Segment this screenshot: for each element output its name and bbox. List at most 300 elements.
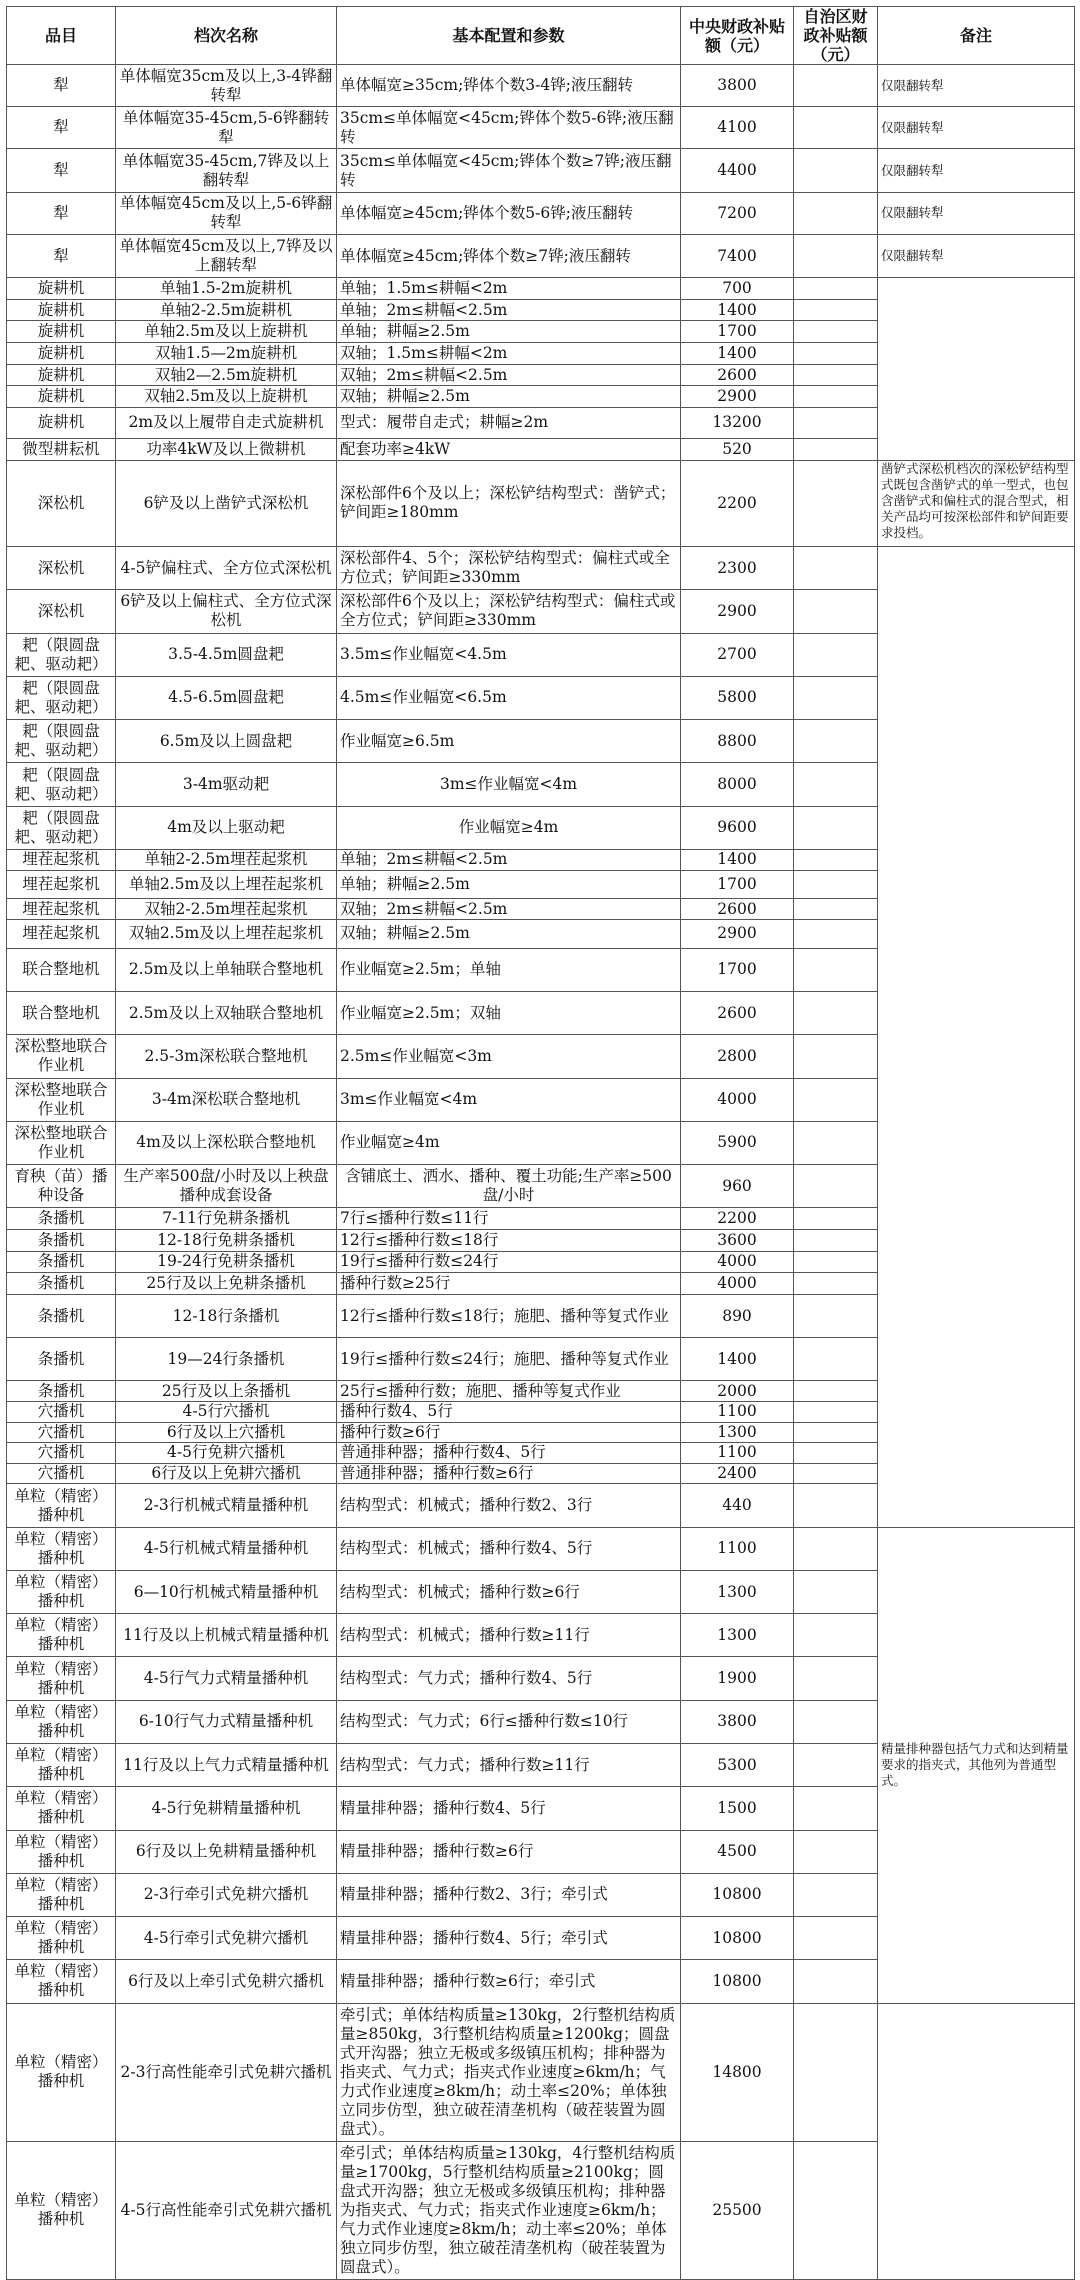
- central-subsidy-cell: 1400: [681, 299, 794, 321]
- regional-subsidy-cell: [794, 676, 878, 719]
- spec-cell: 19行≤播种行数≤24行；施肥、播种等复式作业: [337, 1338, 681, 1381]
- spec-cell: 单轴；1.5m≤耕幅<2m: [337, 278, 681, 300]
- category-cell: 单粒（精密）播种机: [7, 1873, 116, 1916]
- name-cell: 单体幅宽35cm及以上,3-4铧翻转犁: [116, 65, 337, 107]
- spec-cell: 精量排种器；播种行数≥6行: [337, 1830, 681, 1873]
- regional-subsidy-cell: [794, 547, 878, 590]
- note-cell: [878, 234, 1075, 277]
- spec-cell: 单轴；耕幅≥2.5m: [337, 870, 681, 899]
- regional-subsidy-cell: [794, 65, 878, 107]
- regional-subsidy-cell: [794, 1873, 878, 1916]
- central-subsidy-cell: 3600: [681, 1230, 794, 1252]
- spec-cell: 双轴；耕幅≥2.5m: [337, 919, 681, 948]
- category-cell: 深松整地联合作业机: [7, 1078, 116, 1121]
- central-subsidy-cell: 5800: [681, 676, 794, 719]
- category-cell: 深松机: [7, 590, 116, 633]
- category-cell: 耙（限圆盘耙、驱动耙）: [7, 633, 116, 676]
- regional-subsidy-cell: [794, 633, 878, 676]
- category-cell: 条播机: [7, 1338, 116, 1381]
- header-name: 档次名称: [116, 7, 337, 65]
- central-subsidy-cell: 1700: [681, 948, 794, 991]
- central-subsidy-cell: 4000: [681, 1273, 794, 1295]
- spec-cell: 单体幅宽≥45cm;铧体个数5-6铧;液压翻转: [337, 192, 681, 234]
- spec-cell: 双轴；2m≤耕幅<2.5m: [337, 364, 681, 386]
- regional-subsidy-cell: [794, 870, 878, 899]
- central-subsidy-cell: 2300: [681, 547, 794, 590]
- name-cell: 6铲及以上偏柱式、全方位式深松机: [116, 590, 337, 633]
- central-subsidy-cell: 2000: [681, 1381, 794, 1402]
- regional-subsidy-cell: [794, 1443, 878, 1464]
- regional-subsidy-cell: [794, 1787, 878, 1830]
- name-cell: 6行及以上牵引式免耕穴播机: [116, 1960, 337, 2003]
- spec-cell: 35cm≤单体幅宽<45cm;铧体个数5-6铧;液压翻转: [337, 107, 681, 149]
- central-subsidy-cell: 14800: [681, 2003, 794, 2141]
- regional-subsidy-cell: [794, 1251, 878, 1273]
- category-cell: 旋耕机: [7, 386, 116, 408]
- note-cell: [878, 2003, 1075, 2279]
- name-cell: 4-5行穴播机: [116, 1402, 337, 1423]
- category-cell: 联合整地机: [7, 948, 116, 991]
- category-cell: 穴播机: [7, 1463, 116, 1484]
- note-text: 仅限翻转犁: [881, 162, 944, 178]
- name-cell: 25行及以上免耕条播机: [116, 1273, 337, 1295]
- note-text: 凿铲式深松机档次的深松铲结构型式既包含凿铲式的单一型式，也包含凿铲式和偏柱式的混合型式，相关产品均可按深松部件和铲间距要求投档。: [881, 460, 1069, 540]
- category-cell: 单粒（精密）播种机: [7, 1484, 116, 1527]
- note-cell: [878, 547, 1075, 1528]
- category-cell: 埋茬起浆机: [7, 849, 116, 870]
- note-cell: [878, 460, 1075, 547]
- central-subsidy-cell: 1300: [681, 1422, 794, 1443]
- spec-cell: 双轴；耕幅≥2.5m: [337, 386, 681, 408]
- name-cell: 11行及以上气力式精量播种机: [116, 1743, 337, 1786]
- regional-subsidy-cell: [794, 2141, 878, 2279]
- category-cell: 埋茬起浆机: [7, 899, 116, 920]
- regional-subsidy-cell: [794, 278, 878, 300]
- name-cell: 4.5-6.5m圆盘耙: [116, 676, 337, 719]
- regional-subsidy-cell: [794, 460, 878, 547]
- table-row: [7, 107, 1075, 149]
- central-subsidy-cell: 2400: [681, 1463, 794, 1484]
- spec-cell: 12行≤播种行数≤18行: [337, 1230, 681, 1252]
- regional-subsidy-cell: [794, 1230, 878, 1252]
- central-subsidy-cell: 1400: [681, 849, 794, 870]
- regional-subsidy-cell: [794, 321, 878, 343]
- regional-subsidy-cell: [794, 1527, 878, 1570]
- header-note: 备注: [878, 7, 1075, 65]
- spec-cell: 精量排种器；播种行数4、5行；牵引式: [337, 1917, 681, 1960]
- central-subsidy-cell: 2900: [681, 919, 794, 948]
- regional-subsidy-cell: [794, 1917, 878, 1960]
- name-cell: 6行及以上免耕精量播种机: [116, 1830, 337, 1873]
- central-subsidy-cell: 440: [681, 1484, 794, 1527]
- category-cell: 单粒（精密）播种机: [7, 1743, 116, 1786]
- category-cell: 微型耕耘机: [7, 438, 116, 460]
- category-cell: 旋耕机: [7, 321, 116, 343]
- category-cell: 深松整地联合作业机: [7, 1121, 116, 1164]
- name-cell: 11行及以上机械式精量播种机: [116, 1614, 337, 1657]
- subsidy-table: [6, 6, 1075, 2280]
- central-subsidy-cell: 7400: [681, 234, 794, 277]
- regional-subsidy-cell: [794, 1484, 878, 1527]
- regional-subsidy-cell: [794, 386, 878, 408]
- central-subsidy-cell: 4100: [681, 107, 794, 149]
- central-subsidy-cell: 1500: [681, 1787, 794, 1830]
- name-cell: 4-5行免耕穴播机: [116, 1443, 337, 1464]
- category-cell: 犁: [7, 107, 116, 149]
- note-cell: [878, 1527, 1075, 2003]
- central-subsidy-cell: 2900: [681, 590, 794, 633]
- name-cell: 生产率500盘/小时及以上秧盘播种成套设备: [116, 1165, 337, 1208]
- table-row: [7, 234, 1075, 277]
- regional-subsidy-cell: [794, 343, 878, 365]
- note-text: 仅限翻转犁: [881, 248, 944, 264]
- category-cell: 条播机: [7, 1381, 116, 1402]
- regional-subsidy-cell: [794, 1960, 878, 2003]
- spec-cell: 单体幅宽≥45cm;铧体个数≥7铧;液压翻转: [337, 234, 681, 277]
- regional-subsidy-cell: [794, 1121, 878, 1164]
- regional-subsidy-cell: [794, 1165, 878, 1208]
- central-subsidy-cell: 5900: [681, 1121, 794, 1164]
- name-cell: 4-5行牵引式免耕穴播机: [116, 1917, 337, 1960]
- category-cell: 深松机: [7, 460, 116, 547]
- name-cell: 2.5m及以上双轴联合整地机: [116, 992, 337, 1035]
- name-cell: 6.5m及以上圆盘耙: [116, 720, 337, 763]
- spec-cell: 深松部件4、5个；深松铲结构型式：偏柱式或全方位式；铲间距≥330mm: [337, 547, 681, 590]
- category-cell: 耙（限圆盘耙、驱动耙）: [7, 763, 116, 806]
- central-subsidy-cell: 4000: [681, 1078, 794, 1121]
- name-cell: 单体幅宽45cm及以上,7铧及以上翻转犁: [116, 234, 337, 277]
- name-cell: 12-18行免耕条播机: [116, 1230, 337, 1252]
- central-subsidy-cell: 4400: [681, 149, 794, 192]
- spec-cell: 作业幅宽≥2.5m；单轴: [337, 948, 681, 991]
- spec-cell: 精量排种器；播种行数4、5行: [337, 1787, 681, 1830]
- central-subsidy-cell: 1300: [681, 1570, 794, 1613]
- note-text: 仅限翻转犁: [881, 205, 944, 221]
- category-cell: 耙（限圆盘耙、驱动耙）: [7, 720, 116, 763]
- regional-subsidy-cell: [794, 299, 878, 321]
- central-subsidy-cell: 25500: [681, 2141, 794, 2279]
- spec-cell: 结构型式：机械式；播种行数4、5行: [337, 1527, 681, 1570]
- name-cell: 单体幅宽45cm及以上,5-6铧翻转犁: [116, 192, 337, 234]
- note-text: 仅限翻转犁: [881, 119, 944, 135]
- central-subsidy-cell: 2600: [681, 992, 794, 1035]
- central-subsidy-cell: 10800: [681, 1960, 794, 2003]
- category-cell: 犁: [7, 149, 116, 192]
- central-subsidy-cell: 10800: [681, 1917, 794, 1960]
- central-subsidy-cell: 1300: [681, 1614, 794, 1657]
- name-cell: 单轴2-2.5m旋耕机: [116, 299, 337, 321]
- name-cell: 单轴1.5-2m旋耕机: [116, 278, 337, 300]
- regional-subsidy-cell: [794, 1422, 878, 1443]
- regional-subsidy-cell: [794, 1294, 878, 1337]
- category-cell: 旋耕机: [7, 364, 116, 386]
- spec-cell: 牵引式；单体结构质量≥130kg，2行整机结构质量≥850kg，3行整机结构质量≥1200kg；圆盘式开沟器；独立无极或多级镇压机构；排种器为指夹式、气力式；指夹式作业速度≥6km/h；气力式作业速度≥8km/h；动土率≤20%；单体独立同步仿型，独立破茬清垄机构（破茬装置为圆盘式）。: [337, 2003, 681, 2141]
- table-body: [7, 65, 1075, 2280]
- category-cell: 犁: [7, 234, 116, 277]
- regional-subsidy-cell: [794, 948, 878, 991]
- spec-cell: 4.5m≤作业幅宽<6.5m: [337, 676, 681, 719]
- spec-cell: 结构型式：气力式；播种行数4、5行: [337, 1657, 681, 1700]
- spec-cell: 作业幅宽≥6.5m: [337, 720, 681, 763]
- central-subsidy-cell: 4000: [681, 1251, 794, 1273]
- name-cell: 3.5-4.5m圆盘耙: [116, 633, 337, 676]
- header-regional-subsidy: 自治区财政补贴额（元）: [794, 7, 878, 65]
- regional-subsidy-cell: [794, 2003, 878, 2141]
- central-subsidy-cell: 1400: [681, 343, 794, 365]
- central-subsidy-cell: 9600: [681, 806, 794, 849]
- central-subsidy-cell: 1100: [681, 1527, 794, 1570]
- central-subsidy-cell: 1100: [681, 1443, 794, 1464]
- spec-cell: 结构型式：气力式；播种行数≥11行: [337, 1743, 681, 1786]
- central-subsidy-cell: 10800: [681, 1873, 794, 1916]
- central-subsidy-cell: 8800: [681, 720, 794, 763]
- name-cell: 6—10行机械式精量播种机: [116, 1570, 337, 1613]
- header-category: 品目: [7, 7, 116, 65]
- category-cell: 穴播机: [7, 1402, 116, 1423]
- regional-subsidy-cell: [794, 107, 878, 149]
- category-cell: 单粒（精密）播种机: [7, 2141, 116, 2279]
- spec-cell: 3m≤作业幅宽<4m: [337, 1078, 681, 1121]
- regional-subsidy-cell: [794, 1463, 878, 1484]
- table-row: [7, 192, 1075, 234]
- regional-subsidy-cell: [794, 234, 878, 277]
- spec-cell: 3m≤作业幅宽<4m: [337, 763, 681, 806]
- regional-subsidy-cell: [794, 1402, 878, 1423]
- central-subsidy-cell: 520: [681, 438, 794, 460]
- category-cell: 单粒（精密）播种机: [7, 1527, 116, 1570]
- regional-subsidy-cell: [794, 407, 878, 438]
- spec-cell: 双轴；1.5m≤耕幅<2m: [337, 343, 681, 365]
- central-subsidy-cell: 1700: [681, 321, 794, 343]
- category-cell: 埋茬起浆机: [7, 919, 116, 948]
- regional-subsidy-cell: [794, 192, 878, 234]
- regional-subsidy-cell: [794, 438, 878, 460]
- name-cell: 6行及以上免耕穴播机: [116, 1463, 337, 1484]
- central-subsidy-cell: 2200: [681, 460, 794, 547]
- regional-subsidy-cell: [794, 720, 878, 763]
- spec-cell: 结构型式：机械式；播种行数≥6行: [337, 1570, 681, 1613]
- table-row: [7, 149, 1075, 192]
- name-cell: 4m及以上深松联合整地机: [116, 1121, 337, 1164]
- spec-cell: 普通排种器；播种行数≥6行: [337, 1463, 681, 1484]
- central-subsidy-cell: 1400: [681, 1338, 794, 1381]
- name-cell: 单轴2.5m及以上旋耕机: [116, 321, 337, 343]
- table-row: [7, 1527, 1075, 1570]
- regional-subsidy-cell: [794, 1700, 878, 1743]
- spec-cell: 作业幅宽≥4m: [337, 806, 681, 849]
- regional-subsidy-cell: [794, 1208, 878, 1230]
- name-cell: 双轴2-2.5m埋茬起浆机: [116, 899, 337, 920]
- central-subsidy-cell: 700: [681, 278, 794, 300]
- name-cell: 2.5-3m深松联合整地机: [116, 1035, 337, 1078]
- regional-subsidy-cell: [794, 149, 878, 192]
- category-cell: 旋耕机: [7, 343, 116, 365]
- category-cell: 旋耕机: [7, 407, 116, 438]
- category-cell: 单粒（精密）播种机: [7, 1830, 116, 1873]
- spec-cell: 2.5m≤作业幅宽<3m: [337, 1035, 681, 1078]
- category-cell: 穴播机: [7, 1443, 116, 1464]
- category-cell: 条播机: [7, 1294, 116, 1337]
- table-row: [7, 2003, 1075, 2141]
- category-cell: 条播机: [7, 1230, 116, 1252]
- spec-cell: 12行≤播种行数≤18行；施肥、播种等复式作业: [337, 1294, 681, 1337]
- spec-cell: 单轴；2m≤耕幅<2.5m: [337, 849, 681, 870]
- central-subsidy-cell: 890: [681, 1294, 794, 1337]
- note-cell: [878, 192, 1075, 234]
- regional-subsidy-cell: [794, 1273, 878, 1295]
- regional-subsidy-cell: [794, 849, 878, 870]
- name-cell: 4-5行气力式精量播种机: [116, 1657, 337, 1700]
- spec-cell: 播种行数≥6行: [337, 1422, 681, 1443]
- regional-subsidy-cell: [794, 1743, 878, 1786]
- central-subsidy-cell: 2200: [681, 1208, 794, 1230]
- name-cell: 7-11行免耕条播机: [116, 1208, 337, 1230]
- name-cell: 单体幅宽35-45cm,5-6铧翻转犁: [116, 107, 337, 149]
- regional-subsidy-cell: [794, 1035, 878, 1078]
- spec-cell: 结构型式：气力式；6行≤播种行数≤10行: [337, 1700, 681, 1743]
- central-subsidy-cell: 1100: [681, 1402, 794, 1423]
- spec-cell: 结构型式：机械式；播种行数2、3行: [337, 1484, 681, 1527]
- regional-subsidy-cell: [794, 992, 878, 1035]
- note-cell: [878, 149, 1075, 192]
- note-text: 仅限翻转犁: [881, 77, 944, 93]
- category-cell: 深松机: [7, 547, 116, 590]
- name-cell: 双轴2.5m及以上埋茬起浆机: [116, 919, 337, 948]
- spec-cell: 作业幅宽≥4m: [337, 1121, 681, 1164]
- spec-cell: 深松部件6个及以上；深松铲结构型式：凿铲式；铲间距≥180mm: [337, 460, 681, 547]
- category-cell: 单粒（精密）播种机: [7, 1787, 116, 1830]
- category-cell: 单粒（精密）播种机: [7, 1657, 116, 1700]
- spec-cell: 深松部件6个及以上；深松铲结构型式：偏柱式或全方位式；铲间距≥330mm: [337, 590, 681, 633]
- category-cell: 单粒（精密）播种机: [7, 1570, 116, 1613]
- regional-subsidy-cell: [794, 1381, 878, 1402]
- header-row: [7, 7, 1075, 65]
- name-cell: 单体幅宽35-45cm,7铧及以上翻转犁: [116, 149, 337, 192]
- regional-subsidy-cell: [794, 763, 878, 806]
- central-subsidy-cell: 960: [681, 1165, 794, 1208]
- spec-cell: 作业幅宽≥2.5m；双轴: [337, 992, 681, 1035]
- category-cell: 耙（限圆盘耙、驱动耙）: [7, 806, 116, 849]
- name-cell: 双轴2—2.5m旋耕机: [116, 364, 337, 386]
- spec-cell: 双轴；2m≤耕幅<2.5m: [337, 899, 681, 920]
- regional-subsidy-cell: [794, 919, 878, 948]
- category-cell: 深松整地联合作业机: [7, 1035, 116, 1078]
- spec-cell: 含铺底土、洒水、播种、覆土功能;生产率≥500盘/小时: [337, 1165, 681, 1208]
- regional-subsidy-cell: [794, 1614, 878, 1657]
- category-cell: 单粒（精密）播种机: [7, 2003, 116, 2141]
- category-cell: 联合整地机: [7, 992, 116, 1035]
- spec-cell: 25行≤播种行数；施肥、播种等复式作业: [337, 1381, 681, 1402]
- name-cell: 2-3行高性能牵引式免耕穴播机: [116, 2003, 337, 2141]
- regional-subsidy-cell: [794, 364, 878, 386]
- table-row: [7, 460, 1075, 547]
- category-cell: 单粒（精密）播种机: [7, 1960, 116, 2003]
- name-cell: 19-24行免耕条播机: [116, 1251, 337, 1273]
- category-cell: 条播机: [7, 1251, 116, 1273]
- category-cell: 穴播机: [7, 1422, 116, 1443]
- spec-cell: 3.5m≤作业幅宽<4.5m: [337, 633, 681, 676]
- regional-subsidy-cell: [794, 806, 878, 849]
- name-cell: 3-4m深松联合整地机: [116, 1078, 337, 1121]
- central-subsidy-cell: 7200: [681, 192, 794, 234]
- central-subsidy-cell: 1900: [681, 1657, 794, 1700]
- header-spec: 基本配置和参数: [337, 7, 681, 65]
- category-cell: 条播机: [7, 1208, 116, 1230]
- name-cell: 2-3行机械式精量播种机: [116, 1484, 337, 1527]
- central-subsidy-cell: 1700: [681, 870, 794, 899]
- name-cell: 19—24行条播机: [116, 1338, 337, 1381]
- header-central-subsidy: 中央财政补贴额（元）: [681, 7, 794, 65]
- category-cell: 旋耕机: [7, 278, 116, 300]
- category-cell: 犁: [7, 65, 116, 107]
- regional-subsidy-cell: [794, 1078, 878, 1121]
- note-cell: [878, 65, 1075, 107]
- spec-cell: 结构型式：机械式；播种行数≥11行: [337, 1614, 681, 1657]
- spec-cell: 精量排种器；播种行数2、3行；牵引式: [337, 1873, 681, 1916]
- name-cell: 12-18行条播机: [116, 1294, 337, 1337]
- category-cell: 条播机: [7, 1273, 116, 1295]
- name-cell: 单轴2.5m及以上埋茬起浆机: [116, 870, 337, 899]
- category-cell: 犁: [7, 192, 116, 234]
- name-cell: 双轴1.5—2m旋耕机: [116, 343, 337, 365]
- spec-cell: 7行≤播种行数≤11行: [337, 1208, 681, 1230]
- name-cell: 双轴2.5m及以上旋耕机: [116, 386, 337, 408]
- central-subsidy-cell: 2800: [681, 1035, 794, 1078]
- spec-cell: 19行≤播种行数≤24行: [337, 1251, 681, 1273]
- category-cell: 单粒（精密）播种机: [7, 1917, 116, 1960]
- spec-cell: 单轴；耕幅≥2.5m: [337, 321, 681, 343]
- name-cell: 4-5行机械式精量播种机: [116, 1527, 337, 1570]
- name-cell: 6-10行气力式精量播种机: [116, 1700, 337, 1743]
- regional-subsidy-cell: [794, 1570, 878, 1613]
- name-cell: 4-5铲偏柱式、全方位式深松机: [116, 547, 337, 590]
- name-cell: 4m及以上驱动耙: [116, 806, 337, 849]
- table-row: [7, 547, 1075, 590]
- spec-cell: 牵引式；单体结构质量≥130kg，4行整机结构质量≥1700kg，5行整机结构质量≥2100kg；圆盘式开沟器；独立无极或多级镇压机构；排种器为指夹式、气力式；指夹式作业速度≥6km/h；气力式作业速度≥8km/h；动土率≤20%；单体独立同步仿型，独立破茬清垄机构（破茬装置为圆盘式）。: [337, 2141, 681, 2279]
- regional-subsidy-cell: [794, 1338, 878, 1381]
- central-subsidy-cell: 5300: [681, 1743, 794, 1786]
- name-cell: 4-5行免耕精量播种机: [116, 1787, 337, 1830]
- spec-cell: 精量排种器；播种行数≥6行；牵引式: [337, 1960, 681, 2003]
- category-cell: 耙（限圆盘耙、驱动耙）: [7, 676, 116, 719]
- category-cell: 埋茬起浆机: [7, 870, 116, 899]
- name-cell: 25行及以上条播机: [116, 1381, 337, 1402]
- name-cell: 3-4m驱动耙: [116, 763, 337, 806]
- spec-cell: 播种行数4、5行: [337, 1402, 681, 1423]
- category-cell: 旋耕机: [7, 299, 116, 321]
- spec-cell: 普通排种器；播种行数4、5行: [337, 1443, 681, 1464]
- central-subsidy-cell: 2600: [681, 899, 794, 920]
- central-subsidy-cell: 8000: [681, 763, 794, 806]
- central-subsidy-cell: 13200: [681, 407, 794, 438]
- name-cell: 2-3行牵引式免耕穴播机: [116, 1873, 337, 1916]
- name-cell: 单轴2-2.5m埋茬起浆机: [116, 849, 337, 870]
- central-subsidy-cell: 2900: [681, 386, 794, 408]
- name-cell: 功率4kW及以上微耕机: [116, 438, 337, 460]
- note-cell: [878, 107, 1075, 149]
- category-cell: 育秧（苗）播种设备: [7, 1165, 116, 1208]
- spec-cell: 单轴；2m≤耕幅<2.5m: [337, 299, 681, 321]
- central-subsidy-cell: 3800: [681, 65, 794, 107]
- name-cell: 4-5行高性能牵引式免耕穴播机: [116, 2141, 337, 2279]
- name-cell: 2m及以上履带自走式旋耕机: [116, 407, 337, 438]
- table-row: [7, 65, 1075, 107]
- central-subsidy-cell: 2700: [681, 633, 794, 676]
- spec-cell: 型式：履带自走式；耕幅≥2m: [337, 407, 681, 438]
- name-cell: 2.5m及以上单轴联合整地机: [116, 948, 337, 991]
- name-cell: 6行及以上穴播机: [116, 1422, 337, 1443]
- spec-cell: 配套功率≥4kW: [337, 438, 681, 460]
